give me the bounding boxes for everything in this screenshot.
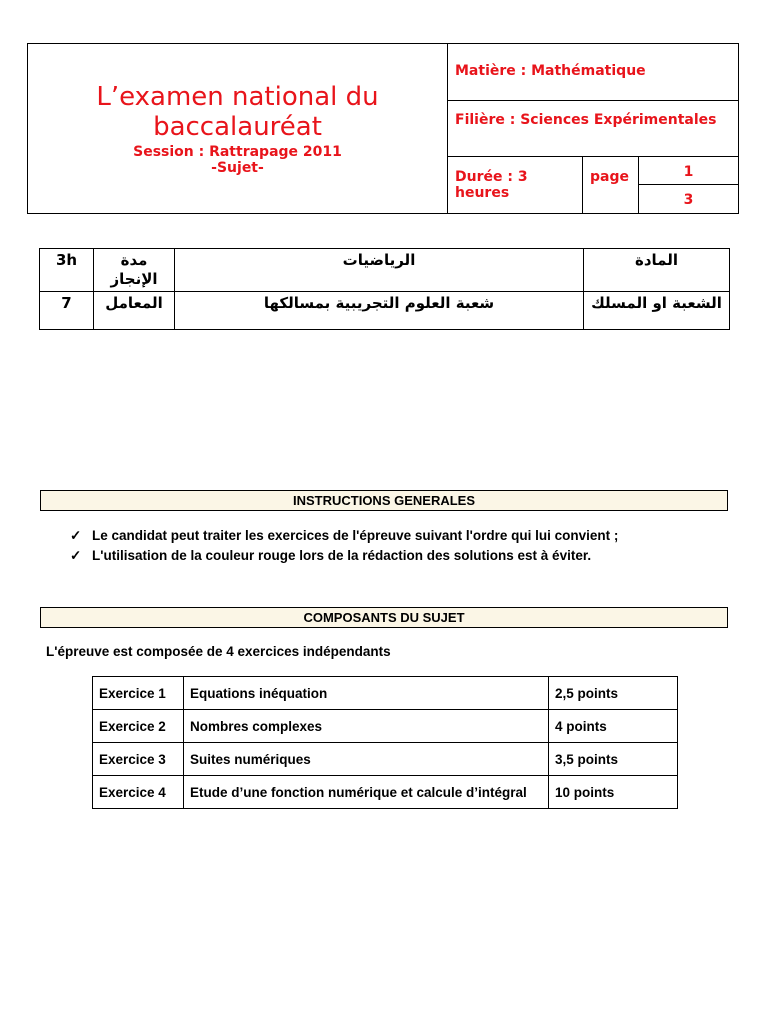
exam-info-block — [448, 44, 738, 213]
exam-title-block — [28, 44, 448, 213]
exercise-points: 10 points — [549, 776, 678, 809]
exercise-name: Exercice 4 — [93, 776, 184, 809]
exercise-topic: Equations inéquation — [184, 677, 549, 710]
exercise-points: 2,5 points — [549, 677, 678, 710]
exercise-points: 3,5 points — [549, 743, 678, 776]
composants-intro: L'épreuve est composée de 4 exercices indépendants — [46, 644, 391, 659]
branch-label: الشعبة او المسلك — [584, 292, 730, 330]
instruction-text: L'utilisation de la couleur rouge lors de la rédaction des solutions est à éviter. — [92, 548, 592, 563]
instruction-item — [70, 526, 618, 546]
arabic-row-subject — [40, 249, 730, 292]
table-row — [93, 710, 678, 743]
exam-header — [27, 43, 739, 214]
exam-title-line1: L’examen national du — [96, 82, 379, 112]
exercises-table — [92, 676, 678, 809]
exercise-name: Exercice 3 — [93, 743, 184, 776]
sujet-label: -Sujet- — [211, 160, 264, 176]
arabic-row-branch — [40, 292, 730, 330]
instruction-text: Le candidat peut traiter les exercices de l'épreuve suivant l'ordre qui lui convient ; — [92, 528, 619, 543]
duration-label: مدة الإنجاز — [94, 249, 175, 292]
page-current: 1 — [639, 157, 738, 185]
table-row — [93, 776, 678, 809]
matiere-label: Matière : Mathématique — [448, 44, 738, 101]
instruction-item — [70, 546, 618, 566]
page-label: page — [583, 157, 639, 213]
checkmark-icon: ✓ — [70, 528, 82, 543]
coef-value: 7 — [40, 292, 94, 330]
arabic-info-table — [39, 248, 730, 330]
branch-value: شعبة العلوم التجريبية بمسالكها — [175, 292, 584, 330]
exam-title-line2: baccalauréat — [153, 112, 322, 142]
duration-value: 3h — [40, 249, 94, 292]
session-label: Session : Rattrapage 2011 — [133, 144, 342, 160]
composants-banner: COMPOSANTS DU SUJET — [40, 607, 728, 628]
coef-label: المعامل — [94, 292, 175, 330]
exercise-name: Exercice 1 — [93, 677, 184, 710]
subject-value: الرياضيات — [175, 249, 584, 292]
duree-label: Durée : 3 heures — [448, 157, 583, 213]
table-row — [93, 677, 678, 710]
exam-title — [28, 82, 447, 142]
exercise-topic: Nombres complexes — [184, 710, 549, 743]
table-row — [93, 743, 678, 776]
checkmark-icon: ✓ — [70, 548, 82, 563]
filiere-label: Filière : Sciences Expérimentales — [448, 101, 738, 157]
exercise-points: 4 points — [549, 710, 678, 743]
subject-label: المادة — [584, 249, 730, 292]
exercise-name: Exercice 2 — [93, 710, 184, 743]
exercise-topic: Suites numériques — [184, 743, 549, 776]
instructions-list — [70, 526, 618, 566]
instructions-banner: INSTRUCTIONS GENERALES — [40, 490, 728, 511]
page-total: 3 — [683, 192, 694, 208]
exercise-topic: Etude d’une fonction numérique et calcule d’intégral — [184, 776, 549, 809]
